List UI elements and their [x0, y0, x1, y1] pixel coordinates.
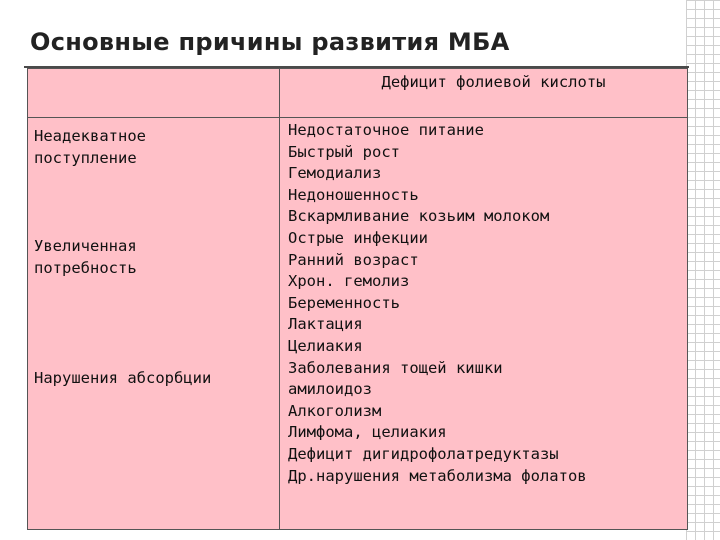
table-header-row [28, 69, 688, 118]
conditions-list [280, 118, 687, 487]
list-item: Ранний возраст [288, 250, 419, 269]
list-item: Недоношенность [288, 185, 419, 204]
list-item: Острые инфекции [288, 228, 428, 247]
list-item: Целиакия [288, 336, 363, 355]
table-body-row [28, 118, 688, 530]
cause-malabsorption: Нарушения абсорбции [34, 369, 212, 387]
list-item: амилоидоз [288, 380, 372, 399]
cause-increased-demand: Увеличенная потребность [34, 237, 137, 277]
header-empty-cell [28, 69, 280, 118]
cause-inadequate-intake: Неадекватное поступление [34, 127, 146, 167]
list-item: Алкоголизм [288, 401, 382, 420]
page-title: Основные причины развития МБА [30, 28, 510, 56]
causes-table [27, 68, 688, 530]
slide-grid-decoration [686, 0, 720, 540]
list-item: Хрон. гемолиз [288, 272, 410, 291]
list-item: Лактация [288, 315, 363, 334]
list-item: Дефицит дигидрофолатредуктазы [288, 444, 559, 463]
list-item: Гемодиализ [288, 164, 382, 183]
list-item: Быстрый рост [288, 142, 400, 161]
list-item: Недостаточное питание [288, 121, 484, 139]
list-item: Беременность [288, 293, 400, 312]
list-item: Заболевания тощей кишки [288, 358, 503, 377]
causes-cell [28, 118, 280, 530]
header-cell [280, 69, 688, 118]
list-item: Др.нарушения метаболизма фолатов [288, 466, 587, 485]
header-folate-deficiency: Дефицит фолиевой кислоты [381, 73, 606, 91]
list-item: Вскармливание козьим молоком [288, 207, 550, 226]
list-item: Лимфома, целиакия [288, 423, 447, 442]
conditions-cell [280, 118, 688, 530]
